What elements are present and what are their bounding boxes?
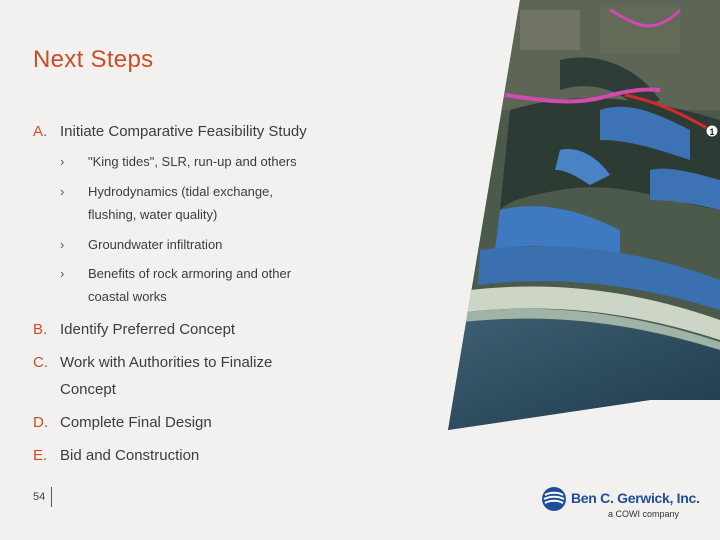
step-e xyxy=(33,442,340,469)
chevron-right-icon: › xyxy=(60,154,65,169)
company-logo-icon xyxy=(541,486,569,512)
substep-text: Groundwater infiltration xyxy=(88,237,223,252)
step-a xyxy=(33,118,360,145)
step-text: Bid and Construction xyxy=(60,447,200,464)
step-text: Identify Preferred Concept xyxy=(60,321,236,338)
step-text: Complete Final Design xyxy=(60,414,212,431)
step-b xyxy=(33,316,340,343)
substep-2 xyxy=(60,180,308,226)
step-letter: D. xyxy=(33,414,48,431)
step-c xyxy=(33,349,320,403)
step-text: Initiate Comparative Feasibility Study xyxy=(60,123,307,140)
company-logo-tagline: a COWI company xyxy=(608,509,680,519)
chevron-right-icon: › xyxy=(60,184,65,199)
substep-3 xyxy=(60,233,328,256)
step-letter: A. xyxy=(33,123,48,140)
substep-1 xyxy=(60,150,328,173)
substep-text: Benefits of rock armoring and other coastal works xyxy=(88,266,292,304)
step-text: Work with Authorities to Finalize Concept xyxy=(60,354,273,398)
chevron-right-icon: › xyxy=(60,237,65,252)
substep-text: Hydrodynamics (tidal exchange, flushing, water quality) xyxy=(88,184,273,222)
step-letter: C. xyxy=(33,354,48,371)
page-number: 54 xyxy=(33,487,52,507)
substep-text: "King tides", SLR, run-up and others xyxy=(88,154,297,169)
step-letter: E. xyxy=(33,447,48,464)
chevron-right-icon: › xyxy=(60,266,65,281)
step-d xyxy=(33,409,340,436)
substep-4 xyxy=(60,262,328,308)
map-marker-label: 1 xyxy=(709,127,715,137)
slide-title: Next Steps xyxy=(33,46,154,73)
step-letter: B. xyxy=(33,321,48,338)
company-logo-name: Ben C. Gerwick, Inc. xyxy=(571,490,700,506)
